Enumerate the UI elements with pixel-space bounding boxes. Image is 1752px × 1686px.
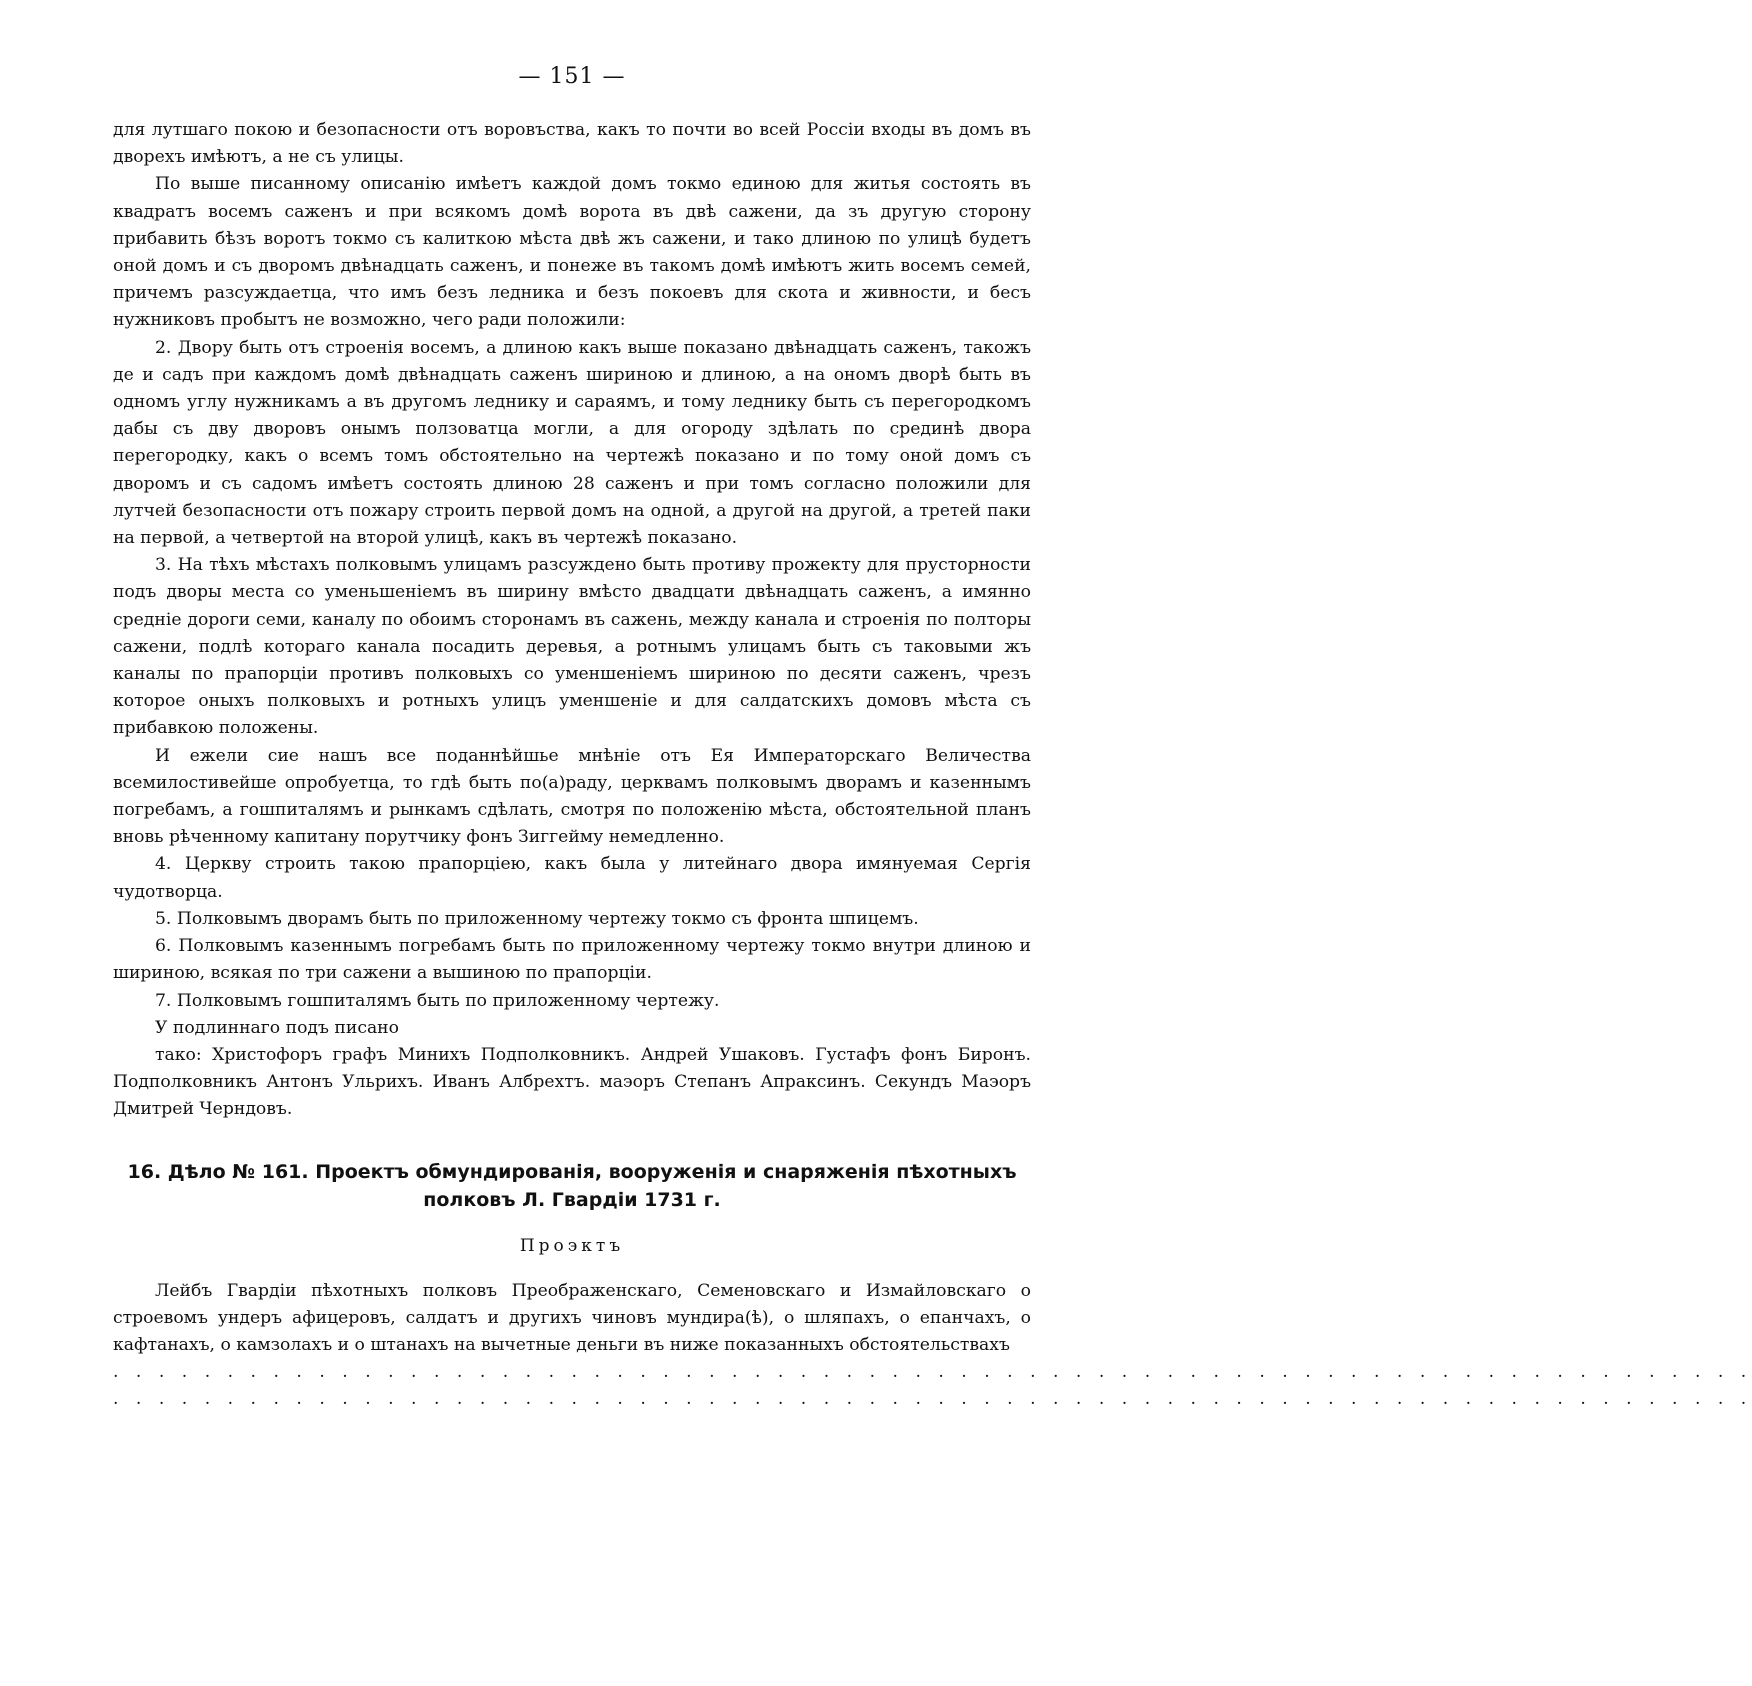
section-body: Лейбъ Гвардіи пѣхотныхъ полковъ Преображенскаго, Семеновскаго и Измайловскаго о строевомъ ундеръ афицеровъ, салдатъ и другихъ чиновъ мундира(ѣ), о шляпахъ, о епанчахъ, о кафтанахъ, о камзолахъ и о штанахъ на вычетные деньги въ ниже показанныхъ обстоятельствахъ: [113, 1280, 1031, 1355]
section-heading: [113, 1158, 1031, 1214]
paragraph-item-3: 3. На тѣхъ мѣстахъ полковымъ улицамъ разсуждено быть противу прожекту для прусторности подъ дворы места со уменьшеніемъ въ ширину вмѣсто двадцати двѣнадцать саженъ, а имянно средніе дороги семи, каналу по обоимъ сторонамъ въ сажень, между канала и строенія по полторы сажени, подлѣ котораго канала посадить деревья, а ротнымъ улицамъ быть съ таковыми жъ каналы по прапорціи противъ полковыхъ со уменшеніемъ шириною по десяти саженъ, чрезъ которое оныхъ полковыхъ и ротныхъ улицъ уменшеніе и для салдатскихъ домовъ мѣста съ прибавкою положены.: [113, 555, 1031, 739]
paragraph-item-4: 4. Церкву строить такою прапорціею, какъ была у литейнаго двора имянуемая Сергія чудотворца.: [113, 854, 1031, 902]
dotted-line: . . . . . . . . . . . . . . . . . . . . . . . . . . . . . . . . . . . . . . . . . . . . . . . . . . . . . . . . . . . . . . . . . . . . . . . .: [113, 1362, 1752, 1383]
paragraph-description: По выше писанному описанію имѣетъ каждой домъ токмо единою для житья состоять въ квадратъ восемъ саженъ и при всякомъ домѣ ворота въ двѣ сажени, да зъ другую сторону прибавить бѣзъ воротъ токмо съ калиткою мѣста двѣ жъ сажени, и тако длиною по улицѣ будетъ оной домъ и съ дворомъ двѣнадцать саженъ, и понеже въ такомъ домѣ имѣютъ жить восемъ семей, причемъ разсуждаетца, что имъ безъ ледника и безъ покоевъ для скота и живности, и бесъ нужниковъ пробытъ не возможно, чего ради положили:: [113, 174, 1031, 331]
paragraph-signatures: тако: Христофоръ графъ Минихъ Подполковникъ. Андрей Ушаковъ. Густафъ фонъ Биронъ. Подполковникъ Антонъ Ульрихъ. Иванъ Албрехтъ. маэоръ Степанъ Апраксинъ. Секундъ Маэоръ Дмитрей Черндовъ.: [113, 1044, 1031, 1120]
section-subtitle: Проэктъ: [519, 1235, 625, 1256]
section-heading-line-1: 16. Дѣло № 161. Проектъ обмундированія, вооруженія и снаряженія пѣхотныхъ: [127, 1160, 1017, 1183]
paragraph-opinion: И ежели сие нашъ все поданнѣйшье мнѣніе отъ Ея Императорскаго Величества всемилостивейше опробуетца, то гдѣ быть по(а)раду, церквамъ полковымъ дворамъ и казеннымъ погребамъ, а гошпиталямъ и рынкамъ сдѣлать, смотря по положенію мѣста, обстоятельной планъ вновь рѣченному капитану порутчику фонъ Зиггейму немедленно.: [113, 745, 1031, 848]
paragraph-item-6: 6. Полковымъ казеннымъ погребамъ быть по приложенному чертежу токмо внутри длиною и шириною, всякая по три сажени а вышиною по прапорціи.: [113, 936, 1031, 984]
paragraph-item-5: 5. Полковымъ дворамъ быть по приложенному чертежу токмо съ фронта шпицемъ.: [155, 908, 919, 929]
dotted-line-2: . . . . . . . . . . . . . . . . . . . . . . . . . . . . . . . . . . . . . . . . . . . . . . . . . . . . . . . . . . . . . . . . . . . . . . . .: [113, 1389, 1752, 1410]
document-page: [113, 64, 1752, 1414]
section-heading-line-2: полковъ Л. Гвардіи 1731 г.: [423, 1188, 721, 1211]
page-number: — 151 —: [518, 64, 626, 89]
paragraph-item-7: 7. Полковымъ гошпиталямъ быть по приложенному чертежу.: [155, 990, 720, 1011]
paragraph-item-2: 2. Двору быть отъ строенія восемъ, а длиною какъ выше показано двѣнадцать саженъ, такожъ де и садъ при каждомъ домѣ двѣнадцать саженъ шириною и длиною, а на ономъ дворѣ быть въ одномъ углу нужникамъ а въ другомъ леднику и сараямъ, и тому леднику быть съ перегородкомъ дабы съ дву дворовъ онымъ ползоватца могли, а для огороду здѣлать по срединѣ двора перегородку, какъ о всемъ томъ обстоятельно на чертежѣ показано и по тому оной домъ съ дворомъ и съ садомъ имѣетъ состоять длиною 28 саженъ и при томъ согласно положили для лутчей безопасности отъ пожару строить первой домъ на одной, а другой на другой, а третей паки на первой, а четвертой на второй улицѣ, какъ въ чертежѣ показано.: [113, 337, 1031, 549]
paragraph-continuation: для лутшаго покою и безопасности отъ воровъства, какъ то почти во всей Россіи входы въ домъ въ дворехъ имѣютъ, а не съ улицы.: [113, 120, 1031, 168]
paragraph-signature-intro: У подлиннаго подъ писано: [155, 1017, 399, 1038]
